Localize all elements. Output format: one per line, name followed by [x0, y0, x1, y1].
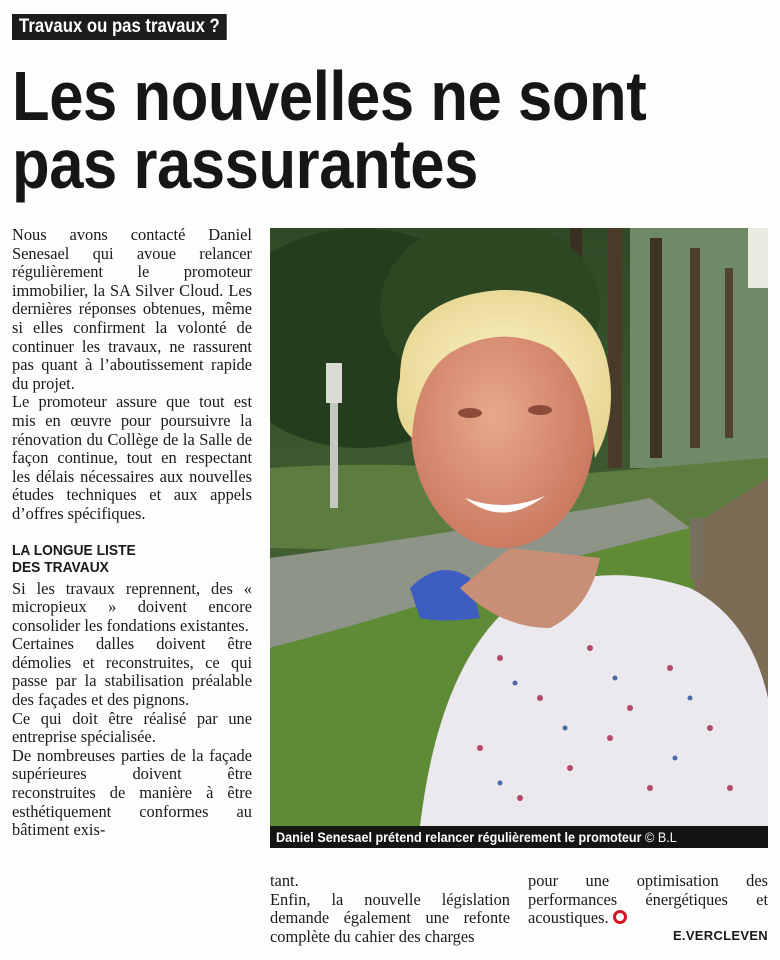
- subheading-line-1: LA LONGUE LISTE: [12, 541, 136, 559]
- paragraph-4: Certaines dalles doivent être démolies et reconstruites, ce qui passe par la stabilisation préalable des façades et des pignons.: [12, 634, 252, 710]
- caption-text: Daniel Senesael prétend relancer régulièrement le promoteur: [276, 829, 642, 845]
- kicker-label: Travaux ou pas travaux ?: [12, 14, 227, 40]
- subheading: [12, 542, 233, 576]
- paragraph-5: Ce qui doit être réalisé par une entreprise spécialisée.: [12, 708, 252, 747]
- article-photo: [270, 228, 768, 826]
- byline: E.VERCLEVEN: [672, 928, 768, 943]
- article-column-right: [528, 872, 768, 928]
- end-of-article-dot-icon: [613, 910, 627, 924]
- paragraph-3: Si les travaux reprennent, des « micropieux » doivent encore consolider les fondations existantes.: [12, 578, 252, 635]
- paragraph-9-text: pour une optimisation des performances énergétiques et acoustiques.: [528, 871, 768, 928]
- headline-line-2: pas rassurantes: [12, 125, 478, 203]
- subheading-line-2: DES TRAVAUX: [12, 558, 109, 576]
- photo-caption: [270, 826, 768, 848]
- photo-credit: © B.L: [645, 829, 677, 845]
- headline-line-1: Les nouvelles ne sont: [12, 57, 647, 135]
- article-column-middle: [270, 872, 510, 946]
- paragraph-1: Nous avons contacté Daniel Senesael qui avoue relancer régulièrement le promoteur immobilier, la SA Silver Cloud. Les dernières réponses obtenues, même si elles confirment la volonté de continuer les travaux, ne rassurent pas quant à l’aboutissement rapide du projet.: [12, 225, 252, 393]
- paragraph-8: Enfin, la nouvelle législation demande également une refonte complète du cahier des charges: [270, 889, 510, 946]
- paragraph-2: Le promoteur assure que tout est mis en œuvre pour poursuivre la rénovation du Collège de la Salle de façon continue, tout en respectant les délais nécessaires aux nouvelles études techniques et aux appels d’offres spécifiques.: [12, 392, 252, 523]
- headline: [12, 57, 681, 203]
- paragraph-7: tant.: [270, 871, 299, 890]
- paragraph-6: De nombreuses parties de la façade supérieures doivent être reconstruites de manière à être esthétiquement conformes au bâtiment exis-: [12, 745, 252, 840]
- paragraph-9: [528, 872, 768, 928]
- article-column-left: [12, 226, 252, 840]
